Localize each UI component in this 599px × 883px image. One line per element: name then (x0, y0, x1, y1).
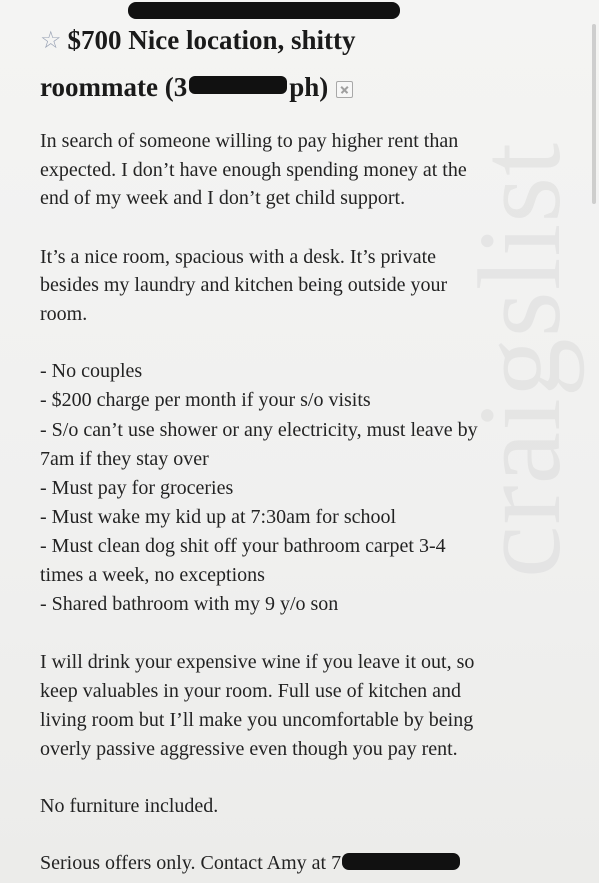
watermark-text: craigslist (454, 141, 585, 579)
rule-item: - Shared bathroom with my 9 y/o son (40, 593, 339, 615)
title-text-2: roommate (3 (40, 72, 188, 102)
rule-item: - S/o can’t use shower or any electricity, must leave by (40, 419, 478, 441)
title-text-2-end: ph) (289, 72, 329, 102)
body-line: expected. I don’t have enough spending money at the (40, 159, 467, 181)
body-line: living room but I’ll make you uncomfortable by being (40, 709, 474, 731)
rule-item: - $200 charge per month if your s/o visits (40, 389, 371, 411)
body-line: In search of someone willing to pay higher rent than (40, 130, 459, 152)
body-line: I will drink your expensive wine if you leave it out, so (40, 651, 475, 673)
redaction-location (189, 76, 287, 94)
body-line: It’s a nice room, spacious with a desk. It’s private (40, 246, 437, 268)
title-text-1: $700 Nice location, shitty (67, 25, 356, 55)
rule-item: - Must wake my kid up at 7:30am for school (40, 506, 397, 528)
post-title-line-1 (40, 24, 356, 57)
rule-item: 7am if they stay over (40, 448, 209, 470)
body-line: overly passive aggressive even though you pay rent. (40, 738, 458, 760)
body-line: besides my laundry and kitchen being outside your (40, 274, 448, 296)
rule-item: - Must clean dog shit off your bathroom carpet 3-4 (40, 535, 446, 557)
body-line: room. (40, 303, 88, 325)
craigslist-watermark (454, 30, 585, 690)
contact-line (40, 849, 460, 877)
scrollbar[interactable] (592, 24, 596, 204)
contact-text: Serious offers only. Contact Amy at 7 (40, 852, 342, 874)
furniture-note: No furniture included. (40, 795, 219, 817)
rule-item: - No couples (40, 360, 143, 382)
redaction-phone (342, 853, 460, 870)
star-icon[interactable]: ☆ (40, 28, 62, 54)
rule-item: - Must pay for groceries (40, 477, 234, 499)
rule-item: times a week, no exceptions (40, 564, 265, 586)
redaction-top (128, 2, 400, 19)
post-title-line-2 (40, 71, 353, 103)
body-line: end of my week and I don’t get child support. (40, 187, 406, 209)
flag-icon[interactable] (336, 81, 353, 98)
body-line: keep valuables in your room. Full use of kitchen and (40, 680, 462, 702)
